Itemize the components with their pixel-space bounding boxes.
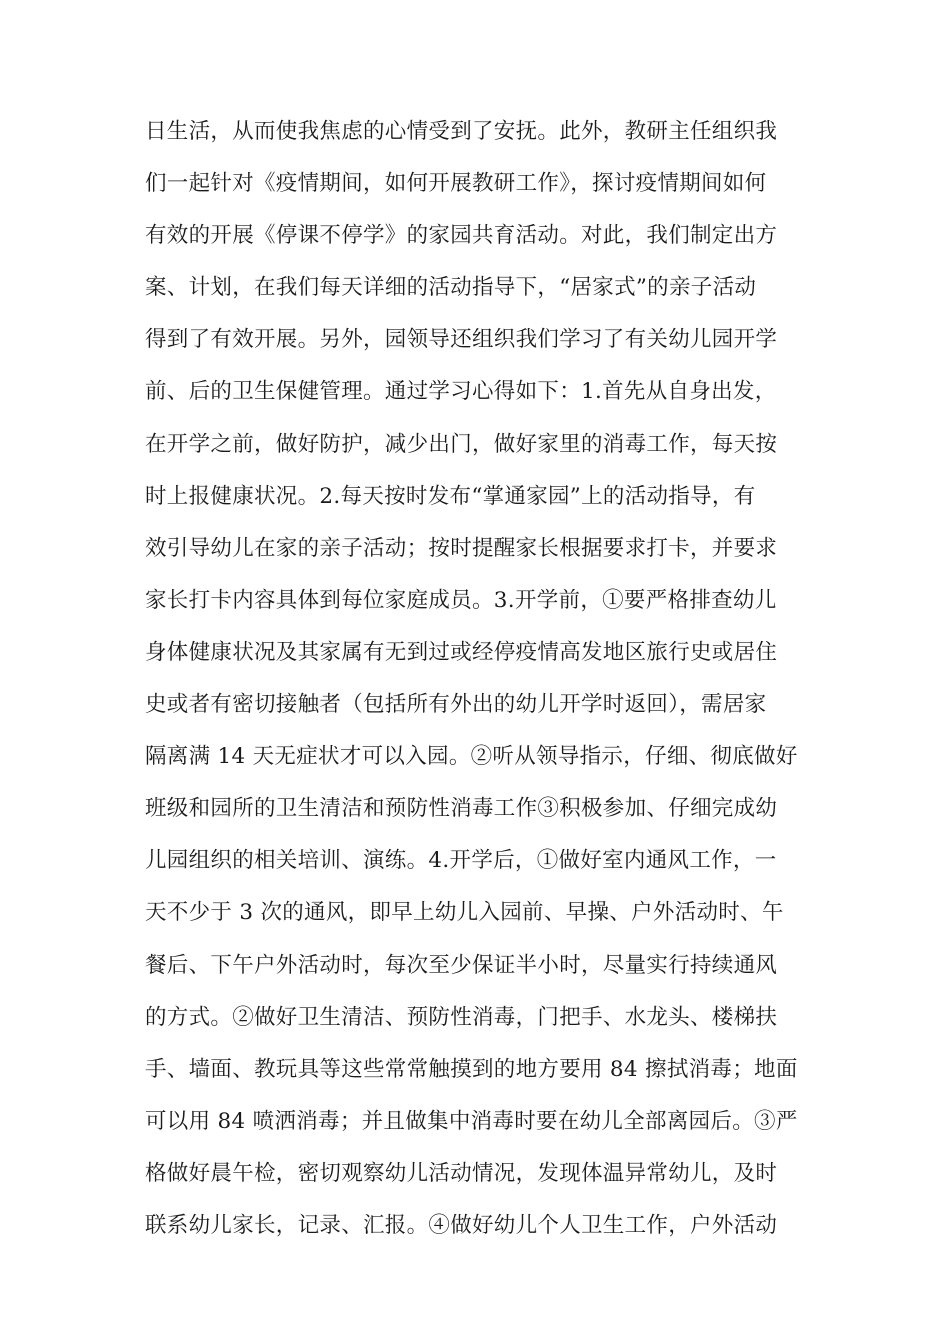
text-line: 餐后、下午户外活动时，每次至少保证半小时，尽量实行持续通风	[145, 952, 778, 978]
body-text	[145, 106, 815, 1252]
text-line: 天不少于 3 次的通风，即早上幼儿入园前、早操、户外活动时、午	[145, 900, 784, 926]
text-line: 在开学之前，做好防护，减少出门，做好家里的消毒工作，每天按	[145, 431, 778, 457]
text-line: 的方式。②做好卫生清洁、预防性消毒，门把手、水龙头、楼梯扶	[145, 1004, 778, 1030]
text-line: 时上报健康状况。2.每天按时发布“掌通家园”上的活动指导，有	[145, 483, 756, 509]
text-line: 前、后的卫生保健管理。通过学习心得如下：1.首先从自身出发，	[145, 379, 777, 405]
text-line: 们一起针对《疫情期间，如何开展教研工作》，探讨疫情期间如何	[145, 171, 767, 197]
text-line: 案、计划，在我们每天详细的活动指导下，“居家式”的亲子活动	[145, 275, 757, 301]
text-line: 手、墙面、教玩具等这些常常触摸到的地方要用 84 擦拭消毒；地面	[145, 1056, 798, 1082]
text-line: 可以用 84 喷洒消毒；并且做集中消毒时要在幼儿全部离园后。③严	[145, 1108, 798, 1134]
text-line: 有效的开展《停课不停学》的家园共育活动。对此，我们制定出方	[145, 223, 778, 249]
text-line: 得到了有效开展。另外，园领导还组织我们学习了有关幼儿园开学	[145, 327, 778, 353]
text-line: 班级和园所的卫生清洁和预防性消毒工作③积极参加、仔细完成幼	[145, 796, 778, 822]
text-line: 格做好晨午检，密切观察幼儿活动情况，发现体温异常幼儿，及时	[145, 1160, 778, 1186]
text-line: 隔离满 14 天无症状才可以入园。②听从领导指示，仔细、彻底做好	[145, 744, 798, 770]
text-line: 效引导幼儿在家的亲子活动；按时提醒家长根据要求打卡，并要求	[145, 535, 778, 561]
text-line: 身体健康状况及其家属有无到过或经停疫情高发地区旅行史或居住	[145, 639, 778, 665]
text-line: 家长打卡内容具体到每位家庭成员。3.开学前，①要严格排查幼儿	[145, 587, 777, 613]
text-line: 日生活，从而使我焦虑的心情受到了安抚。此外，教研主任组织我	[145, 119, 778, 144]
text-line: 史或者有密切接触者（包括所有外出的幼儿开学时返回），需居家	[145, 692, 767, 718]
text-line: 儿园组织的相关培训、演练。4.开学后，①做好室内通风工作，一	[145, 848, 777, 874]
text-line: 联系幼儿家长，记录、汇报。④做好幼儿个人卫生工作，户外活动	[145, 1212, 778, 1238]
